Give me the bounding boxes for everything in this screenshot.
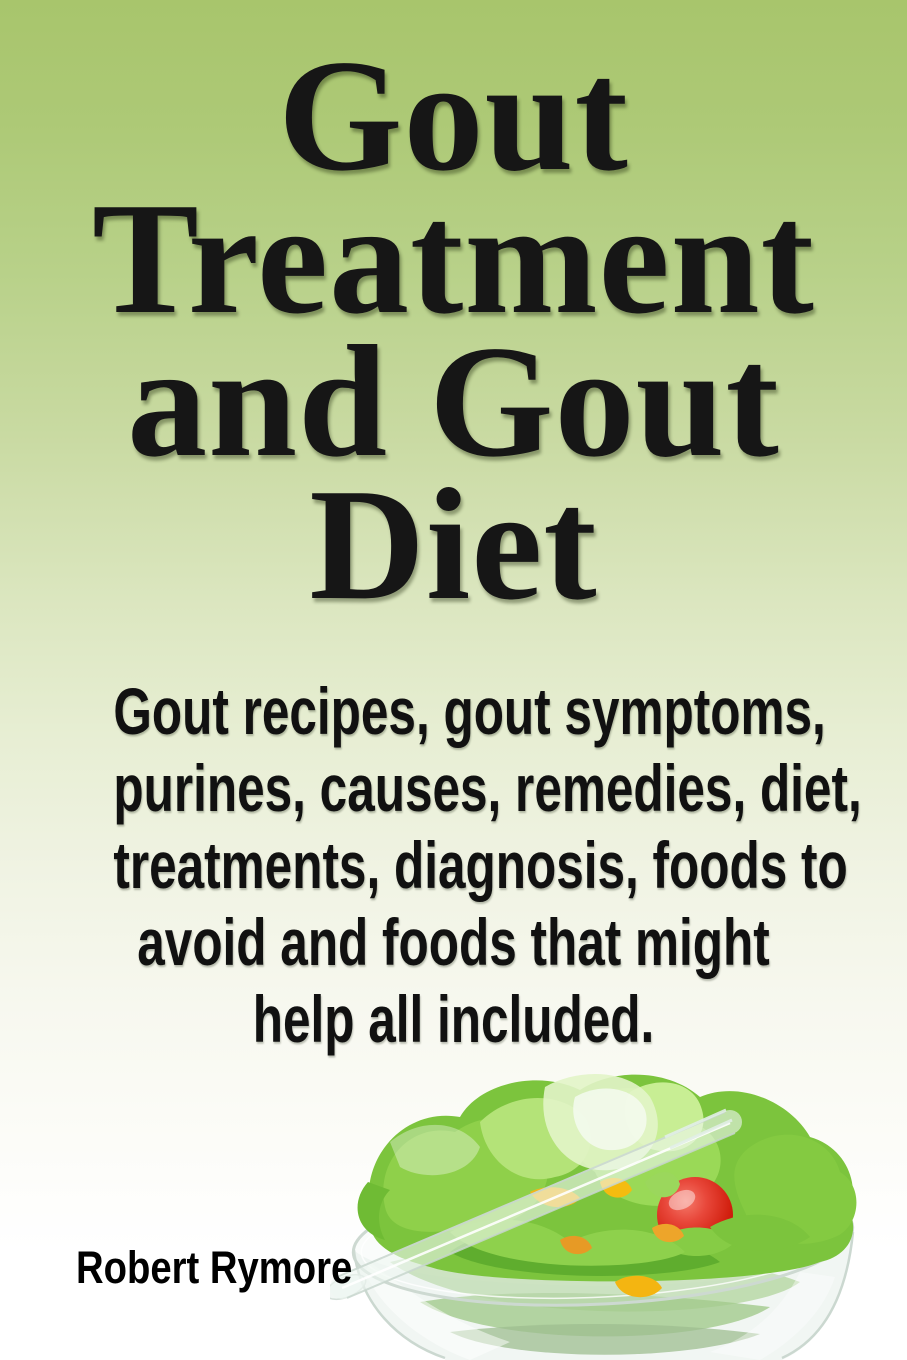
subtitle-line-1: Gout recipes, gout symptoms, [113, 674, 826, 748]
subtitle-line-5: help all included. [252, 982, 655, 1056]
subtitle-line-3: treatments, diagnosis, foods to [113, 828, 848, 902]
book-subtitle [0, 673, 907, 1058]
author-name: Robert Rymore [76, 1242, 353, 1293]
title-line-2: Treatment [92, 169, 815, 347]
title-line-4: Diet [309, 455, 598, 633]
title-line-1: Gout [278, 26, 629, 204]
subtitle-line-4: avoid and foods that might [137, 905, 770, 979]
title-line-3: and Gout [127, 312, 780, 490]
salad-bowl-photo [330, 1062, 907, 1360]
book-title [0, 26, 907, 633]
subtitle-line-2: purines, causes, remedies, diet, [113, 751, 862, 825]
